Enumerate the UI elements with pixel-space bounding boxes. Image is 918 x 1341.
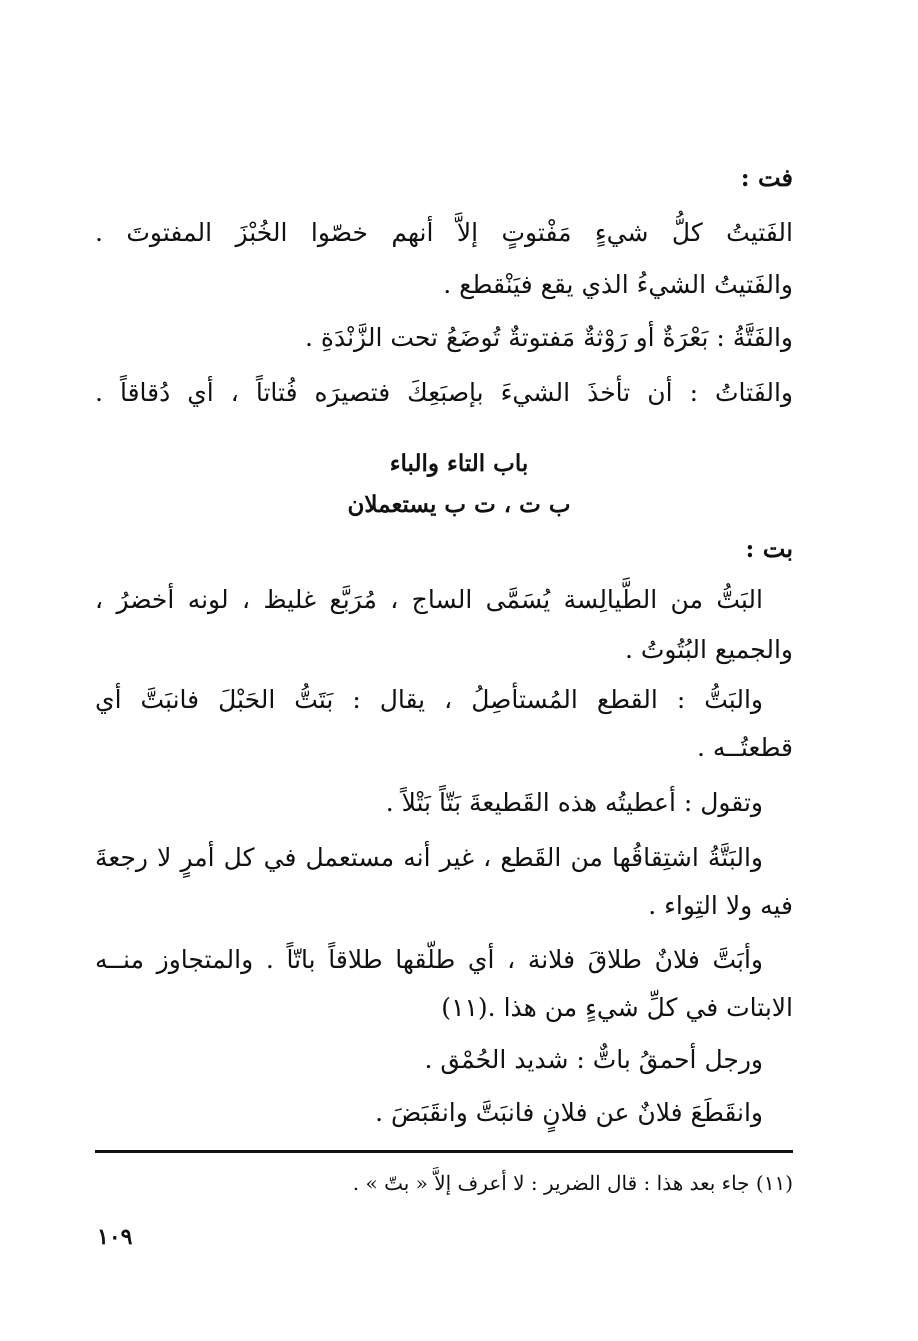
paragraph-line: وأبَتَّ فلانٌ طلاقَ فلانة ، أي طلّقها طلاقاً باتّاً . والمتجاوز منــه bbox=[95, 945, 763, 974]
paragraph-line: البَتُّ من الطَّيالِسة يُسَمَّى الساج ، مُرَبَّع غليظ ، لونه أخضرُ ، bbox=[95, 585, 763, 614]
paragraph-line: وتقول : أعطيتُه هذه القَطيعةَ بَتّاً بَتْلاً . bbox=[385, 788, 763, 817]
paragraph-line: الفَتيتُ كلُّ شيءٍ مَفْتوتٍ إلاَّ أنهم خصّوا الخُبْزَ المفتوتَ . bbox=[95, 218, 793, 247]
paragraph-line: والبَتُّ : القطع المُستأصِلُ ، يقال : بَتَتُّ الحَبْلَ فانبَتَّ أي bbox=[95, 685, 763, 714]
paragraph-line: ورجل أحمقُ باتٌّ : شديد الحُمْق . bbox=[424, 1045, 763, 1074]
page-number: ١٠٩ bbox=[97, 1224, 133, 1250]
footnote: (١١) جاء بعد هذا : قال الضرير : لا أعرف إلاَّ « بتّ » . bbox=[352, 1171, 793, 1195]
paragraph-line: والفَتَّةُ : بَعْرَةٌ أو رَوْثةٌ مَفتوتةٌ تُوضَعُ تحت الزَّنْدَةِ . bbox=[304, 323, 793, 352]
chapter-title: باب التاء والباء bbox=[389, 450, 529, 477]
footnote-divider bbox=[95, 1150, 793, 1153]
paragraph-line: الابتات في كلِّ شيءٍ من هذا .(١١) bbox=[441, 993, 793, 1022]
paragraph-line: والجميع البُتُوتُ . bbox=[624, 635, 793, 664]
paragraph-line: والفَتيتُ الشيءُ الذي يقع فيَنْقطع . bbox=[443, 270, 793, 299]
entry-heading-fat: فت : bbox=[740, 163, 793, 192]
entry-heading-batt: بت : bbox=[745, 534, 793, 563]
paragraph-line: والبَتَّةُ اشتِقاقُها من القَطع ، غير أنه مستعمل في كل أمرٍ لا رجعةَ bbox=[95, 843, 763, 872]
paragraph-line: فيه ولا التِواء . bbox=[648, 891, 793, 920]
paragraph-line: قطعتُــه . bbox=[696, 733, 793, 762]
paragraph-line: والفَتاتُ : أن تأخذَ الشيءَ بإصبَعِكَ فتصيرَه فُتاتاً ، أي دُقاقاً . bbox=[95, 378, 793, 407]
paragraph-line: وانقَطَعَ فلانٌ عن فلانٍ فانبَتَّ وانقَبَضَ . bbox=[375, 1098, 763, 1127]
chapter-subtitle: ب ت ، ت ب يستعملان bbox=[347, 491, 571, 518]
